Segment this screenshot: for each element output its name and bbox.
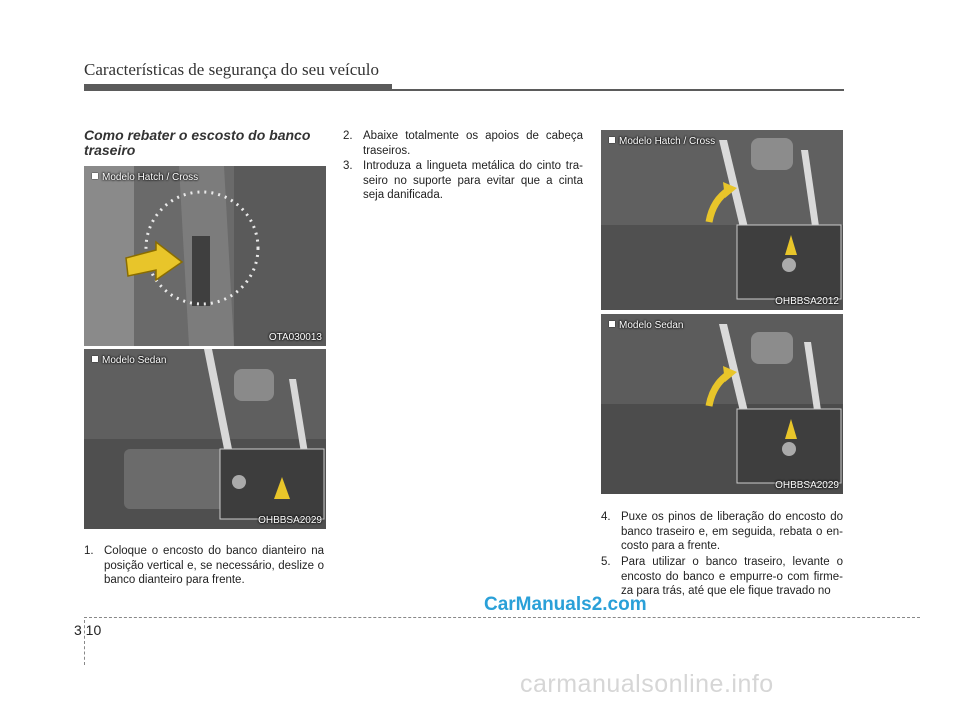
figure-hatch-seatbelt (84, 166, 326, 346)
step-3: 3. Introduza a lingueta metálica do cinto tra-seiro no suporte para evitar que a cinta seja danificada. (343, 160, 583, 201)
figure-code: OHBBSA2029 (258, 515, 322, 526)
sedan-seat-illustration (84, 349, 326, 529)
header-rule-thin (392, 89, 844, 91)
header-rule-thick (84, 84, 392, 91)
step-1: 1. Coloque o encosto do banco dianteiro na posição vertical e, se necessário, deslize o banco dianteiro para frente. (84, 545, 324, 586)
figure-sedan-seat-right (601, 314, 843, 494)
page-header-title: Características de segurança do seu veículo (84, 60, 380, 79)
hatch-seat-illustration (601, 130, 843, 310)
watermark-carmanualsonline: carmanualsonline.info (520, 670, 774, 698)
step-5: 5. Para utilizar o banco traseiro, levante o encosto do banco e empurre-o com firme-za para trás, até que ele fique travado no (601, 556, 843, 597)
figure-code: OTA030013 (268, 332, 322, 343)
section-heading: Como rebater o escosto do banco traseiro (84, 127, 311, 158)
step-4: 4. Puxe os pinos de liberação do encosto do banco traseiro e, em seguida, rebata o en-costo para a frente. (601, 511, 843, 552)
sedan-seat-right-illustration (601, 314, 843, 494)
page-number: 3 10 (74, 622, 102, 638)
figure-sedan-seat-left (84, 349, 326, 529)
figure-label: Modelo Sedan (92, 355, 167, 366)
figure-label: Modelo Hatch / Cross (92, 172, 198, 183)
figure-code: OHBBSA2012 (775, 296, 839, 307)
figure-hatch-seat-right (601, 130, 843, 310)
step-2: 2. Abaixe totalmente os apoios de cabeça traseiros. (343, 130, 583, 157)
figure-label: Modelo Sedan (609, 320, 684, 331)
figure-label: Modelo Hatch / Cross (609, 136, 715, 147)
watermark-carmanuals2[interactable]: CarManuals2.com (484, 594, 647, 615)
figure-code: OHBBSA2029 (775, 480, 839, 491)
seatbelt-illustration (84, 166, 326, 346)
footer-dashed-rule (84, 617, 920, 618)
